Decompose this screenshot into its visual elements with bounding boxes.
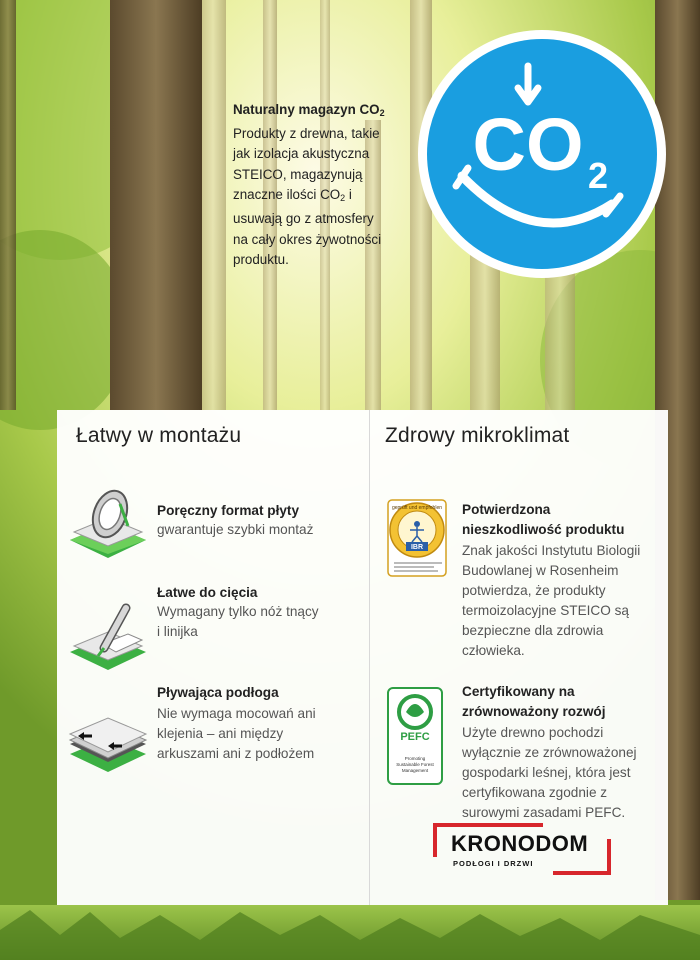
tape-measure-icon: [68, 486, 150, 568]
logo-brand: KRONODOM: [451, 831, 589, 856]
intro-line: Produkty z drewna, takie: [233, 125, 380, 141]
item-title: Łatwe do cięcia: [157, 585, 258, 600]
ibr-seal-label: IBR: [410, 544, 424, 551]
intro-line: usuwają go z atmosfery: [233, 210, 374, 226]
item-text: Znak jakości Instytutu Biologii Budowlanej w Rosenheim potwierdza, że produkty termoizolacyjne STEICO są bezpieczne dla zdrowia człowieka.: [462, 543, 641, 658]
intro-title: Naturalny magazyn $CO_2$: [233, 102, 385, 118]
pefc-logo-small: Management: [401, 768, 429, 773]
co2-smile-icon: [416, 28, 668, 280]
intro-line: na cały okres żywotności: [233, 231, 382, 247]
co2-badge-subscript: 2: [587, 155, 609, 196]
ibr-seal-icon: [386, 498, 450, 578]
column-divider: [369, 410, 370, 905]
ibr-seal-arc: geprüft und empfohlen: [391, 505, 443, 511]
intro-line: znaczne ilości $CO_2$ i: [233, 187, 352, 204]
item-title: Potwierdzona nieszkodliwość produktu: [462, 502, 625, 537]
intro-line: jak izolacja akustyczna: [233, 146, 370, 162]
item-text: Użyte drewno pochodzi wyłącznie ze zrównoważonej gospodarki leśnej, która jest certyfikowana zgodnie z surowymi zasadami PEFC.: [462, 725, 637, 820]
intro-line: STEICO, magazynują: [233, 166, 363, 182]
intro-line: produktu.: [233, 252, 289, 268]
kronodom-logo: [433, 823, 613, 875]
intro-block: [233, 100, 408, 271]
cutter-knife-icon: [68, 596, 150, 678]
item-text: gwarantuje szybki montaż: [157, 522, 314, 537]
item-title: Poręczny format płyty: [157, 503, 300, 518]
right-column-title: Zdrowy mikroklimat: [385, 424, 570, 447]
co2-badge-text: CO: [472, 103, 584, 186]
floating-floor-icon: [68, 708, 150, 778]
pefc-logo-icon: [386, 686, 444, 786]
item-title: Certyfikowany na zrównoważony rozwój: [462, 684, 606, 719]
pefc-logo-small: Sustainable Forest: [396, 762, 434, 767]
pefc-logo-small: Promoting: [404, 756, 426, 761]
logo-tagline: PODŁOGI I DRZWI: [453, 859, 534, 868]
left-column-title: Łatwy w montażu: [76, 424, 242, 447]
item-text: Nie wymaga mocowań ani klejenia – ani między arkuszami ani z podłożem: [157, 706, 316, 761]
item-text: Wymagany tylko nóż tnący i linijka: [157, 604, 319, 639]
item-title: Pływająca podłoga: [157, 685, 279, 700]
pefc-logo-label: PEFC: [400, 731, 430, 743]
